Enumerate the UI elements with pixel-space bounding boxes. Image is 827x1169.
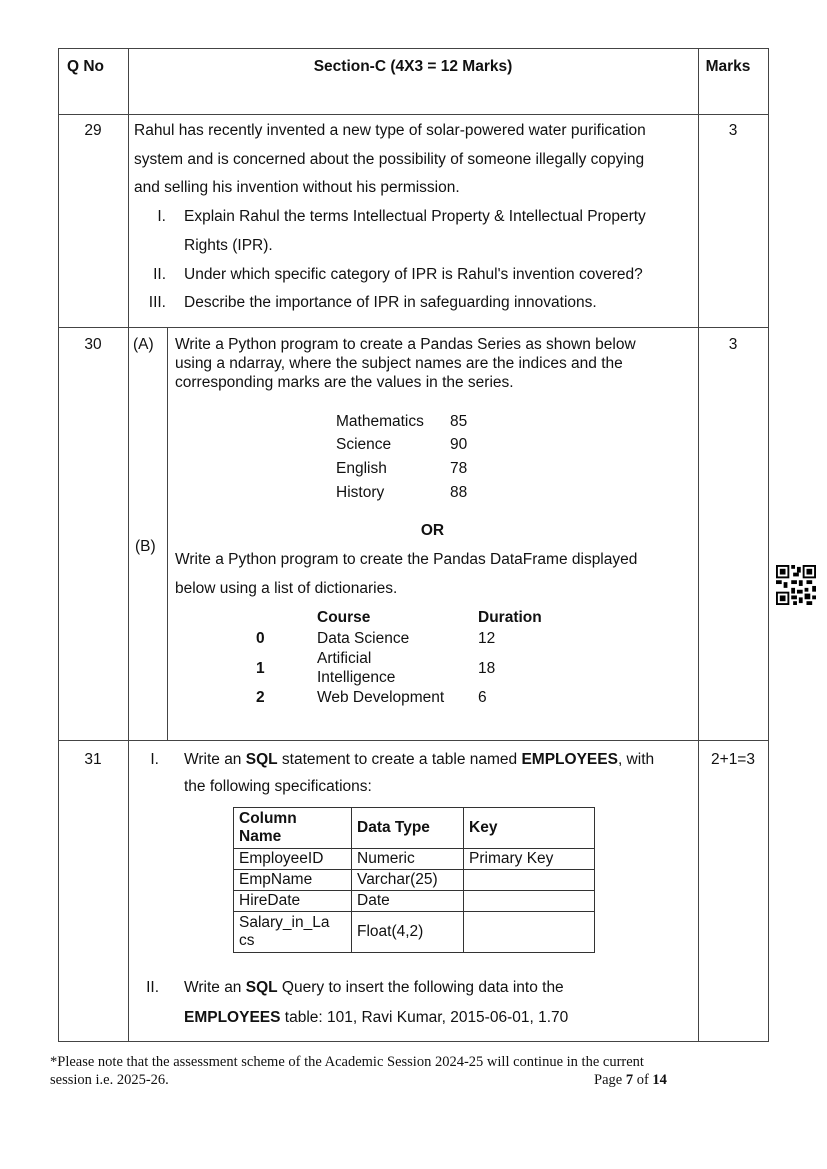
series-value: 85 — [450, 413, 468, 430]
header-data-type: Data Type — [352, 808, 464, 849]
dataframe-row-index: 0 — [256, 630, 265, 647]
section-title: Section-C (4X3 = 12 Marks) — [313, 58, 513, 75]
table-border-left — [58, 48, 59, 1042]
table-row — [234, 912, 595, 953]
header-key: Key — [464, 808, 595, 849]
header-column-name: Column Name — [234, 808, 352, 849]
dataframe-course-cell: Web Development — [317, 689, 445, 706]
table-header-row — [234, 808, 595, 849]
key-cell — [464, 912, 595, 953]
column-name-cell: Salary_in_La cs — [234, 912, 352, 953]
q31-part-1-line-1: Write an SQL statement to create a table named EMPLOYEES, with — [184, 751, 655, 768]
footer-note-line-1: *Please note that the assessment scheme of the Academic Session 2024-25 will continue in the current — [50, 1054, 644, 1070]
or-separator: OR — [420, 522, 445, 539]
q29-intro-line-3: and selling his invention without his permission. — [134, 179, 460, 196]
column-divider-marks — [698, 48, 699, 1042]
q30-marks: 3 — [728, 336, 738, 353]
q29-intro-line-2: system and is concerned about the possibility of someone illegally copying — [134, 151, 645, 168]
q30-b-line-1: Write a Python program to create the Pandas DataFrame displayed — [175, 551, 638, 568]
q29-intro-line-1: Rahul has recently invented a new type of solar-powered water purification — [134, 122, 646, 139]
footer-note-line-2: session i.e. 2025-26. — [50, 1072, 169, 1088]
q29-part-1-number: I. — [157, 208, 166, 225]
marks-header: Marks — [705, 58, 751, 75]
series-value: 78 — [450, 460, 468, 477]
column-divider-qno — [128, 48, 129, 1042]
q31-marks: 2+1=3 — [711, 751, 755, 768]
q30-option-b-label: (B) — [135, 538, 156, 555]
key-cell — [464, 891, 595, 912]
q29-marks: 3 — [728, 122, 738, 139]
q29-part-2-number: II. — [153, 266, 166, 283]
series-index: English — [336, 460, 387, 477]
q31-part-1-line-2: the following specifications: — [184, 778, 372, 795]
row-divider-30 — [58, 740, 769, 741]
table-border-top — [58, 48, 769, 49]
dataframe-row-index: 1 — [256, 660, 265, 677]
table-row — [234, 870, 595, 891]
table-row — [234, 891, 595, 912]
q30-a-line-2: using a ndarray, where the subject names are the indices and the — [175, 355, 623, 372]
q30-a-line-1: Write a Python program to create a Pandas Series as shown below — [175, 336, 636, 353]
dataframe-duration-cell: 18 — [478, 660, 496, 677]
q29-part-1-line-1: Explain Rahul the terms Intellectual Property & Intellectual Property — [184, 208, 646, 225]
table-row — [234, 849, 595, 870]
q29-number: 29 — [84, 122, 102, 139]
series-value: 90 — [450, 436, 468, 453]
q29-part-2-line-1: Under which specific category of IPR is Rahul's invention covered? — [184, 266, 643, 283]
q30-b-line-2: below using a list of dictionaries. — [175, 580, 398, 597]
q30-a-line-3: corresponding marks are the values in the series. — [175, 374, 514, 391]
data-type-cell: Date — [352, 891, 464, 912]
key-cell — [464, 870, 595, 891]
dataframe-course-cell: Data Science — [317, 630, 410, 647]
data-type-cell: Numeric — [352, 849, 464, 870]
series-index: History — [336, 484, 385, 501]
data-type-cell: Float(4,2) — [352, 912, 464, 953]
employees-spec-table — [233, 807, 595, 953]
q29-part-3-line-1: Describe the importance of IPR in safeguarding innovations. — [184, 294, 597, 311]
dataframe-row-index: 2 — [256, 689, 265, 706]
table-border-right — [768, 48, 769, 1042]
series-index: Science — [336, 436, 392, 453]
dataframe-course-cell: Artificial — [317, 650, 372, 667]
data-type-cell: Varchar(25) — [352, 870, 464, 891]
series-index: Mathematics — [336, 413, 424, 430]
qr-code-icon — [776, 565, 816, 605]
q31-part-1-number: I. — [150, 751, 159, 768]
q31-part-2-line-1: Write an SQL Query to insert the following data into the — [184, 979, 564, 996]
q31-part-2-line-2: EMPLOYEES table: 101, Ravi Kumar, 2015-06-01, 1.70 — [184, 1009, 569, 1026]
q31-number: 31 — [84, 751, 102, 768]
q30-option-a-label: (A) — [133, 336, 154, 353]
page-number: Page 7 of 14 — [594, 1072, 667, 1088]
qno-header: Q No — [67, 58, 105, 75]
row-divider-header — [58, 114, 769, 115]
table-border-bottom — [58, 1041, 769, 1042]
q30-number: 30 — [84, 336, 102, 353]
dataframe-duration-cell: 12 — [478, 630, 496, 647]
column-name-cell: HireDate — [234, 891, 352, 912]
dataframe-header-duration: Duration — [478, 609, 542, 626]
series-value: 88 — [450, 484, 468, 501]
column-name-cell: EmpName — [234, 870, 352, 891]
dataframe-course-cell: Intelligence — [317, 669, 396, 686]
q31-part-2-number: II. — [146, 979, 159, 996]
column-name-cell: EmployeeID — [234, 849, 352, 870]
q29-part-3-number: III. — [148, 294, 166, 311]
dataframe-duration-cell: 6 — [478, 689, 487, 706]
dataframe-header-course: Course — [317, 609, 371, 626]
q29-part-1-line-2: Rights (IPR). — [184, 237, 273, 254]
row-divider-29 — [58, 327, 769, 328]
key-cell: Primary Key — [464, 849, 595, 870]
